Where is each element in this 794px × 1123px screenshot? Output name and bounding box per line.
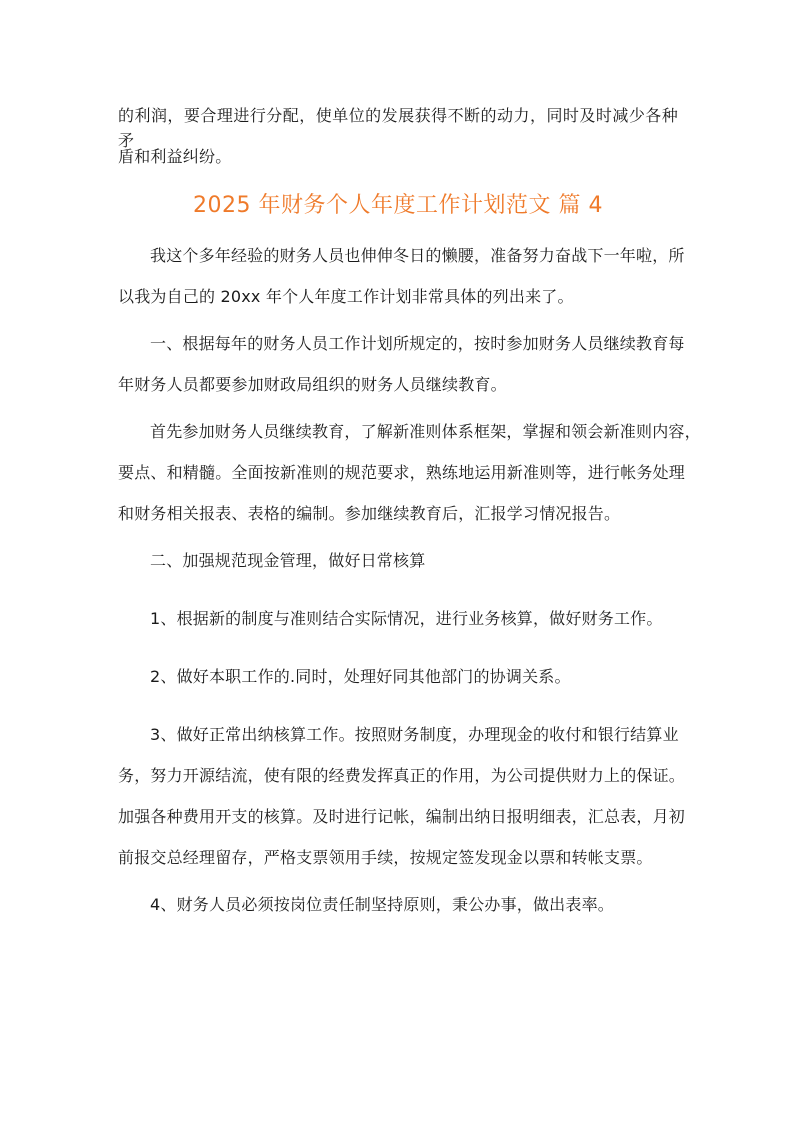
paragraph: [118, 243, 685, 309]
paragraph: [118, 664, 678, 689]
text-line: 的利润，要合理进行分配，使单位的发展获得不断的动力，同时及时减少各种矛: [118, 106, 678, 150]
document-body: [118, 103, 701, 917]
text-line: 年财务人员都要参加财政局组织的财务人员继续教育。: [118, 375, 507, 394]
paragraph: [118, 331, 685, 397]
section-title: 2025 年财务个人年度工作计划范文 篇 4: [193, 193, 603, 218]
text-line: 3、做好正常出纳核算工作。按照财务制度，办理现金的收付和银行结算业: [150, 725, 679, 744]
text-line: 以我为自己的 20xx 年个人年度工作计划非常具体的列出来了。: [118, 287, 574, 306]
intro-paragraph: [118, 103, 678, 169]
text-line: 和财务相关报表、表格的编制。参加继续教育后，汇报学习情况报告。: [118, 504, 621, 523]
paragraph: [118, 419, 701, 526]
text-line: 4、财务人员必须按岗位责任制坚持原则，秉公办事，做出表率。: [150, 895, 614, 914]
paragraph: [118, 606, 678, 631]
text-line: 务，努力开源结流，使有限的经费发挥真正的作用，为公司提供财力上的保证。: [118, 766, 686, 785]
text-line: 1、根据新的制度与准则结合实际情况，进行业务核算，做好财务工作。: [150, 609, 663, 628]
text-line: 要点、和精髓。全面按新准则的规范要求，熟练地运用新准则等，进行帐务处理: [118, 463, 686, 482]
text-line: 盾和利益纠纷。: [118, 147, 232, 166]
paragraph: [118, 722, 686, 870]
text-line: 2、做好本职工作的.同时，处理好同其他部门的协调关系。: [150, 667, 571, 686]
paragraph: [118, 548, 678, 573]
text-line: 加强各种费用开支的核算。及时进行记帐，编制出纳日报明细表，汇总表，月初: [118, 807, 686, 826]
text-line: 首先参加财务人员继续教育，了解新准则体系框架，掌握和领会新准则内容，: [150, 422, 701, 441]
text-line: 二、加强规范现金管理，做好日常核算: [150, 551, 426, 570]
paragraph: [118, 892, 678, 917]
text-line: 前报交总经理留存，严格支票领用手续，按规定签发现金以票和转帐支票。: [118, 848, 653, 867]
text-line: 我这个多年经验的财务人员也伸伸冬日的懒腰，准备努力奋战下一年啦，所: [150, 246, 685, 265]
text-line: 一、根据每年的财务人员工作计划所规定的，按时参加财务人员继续教育每: [150, 334, 685, 353]
